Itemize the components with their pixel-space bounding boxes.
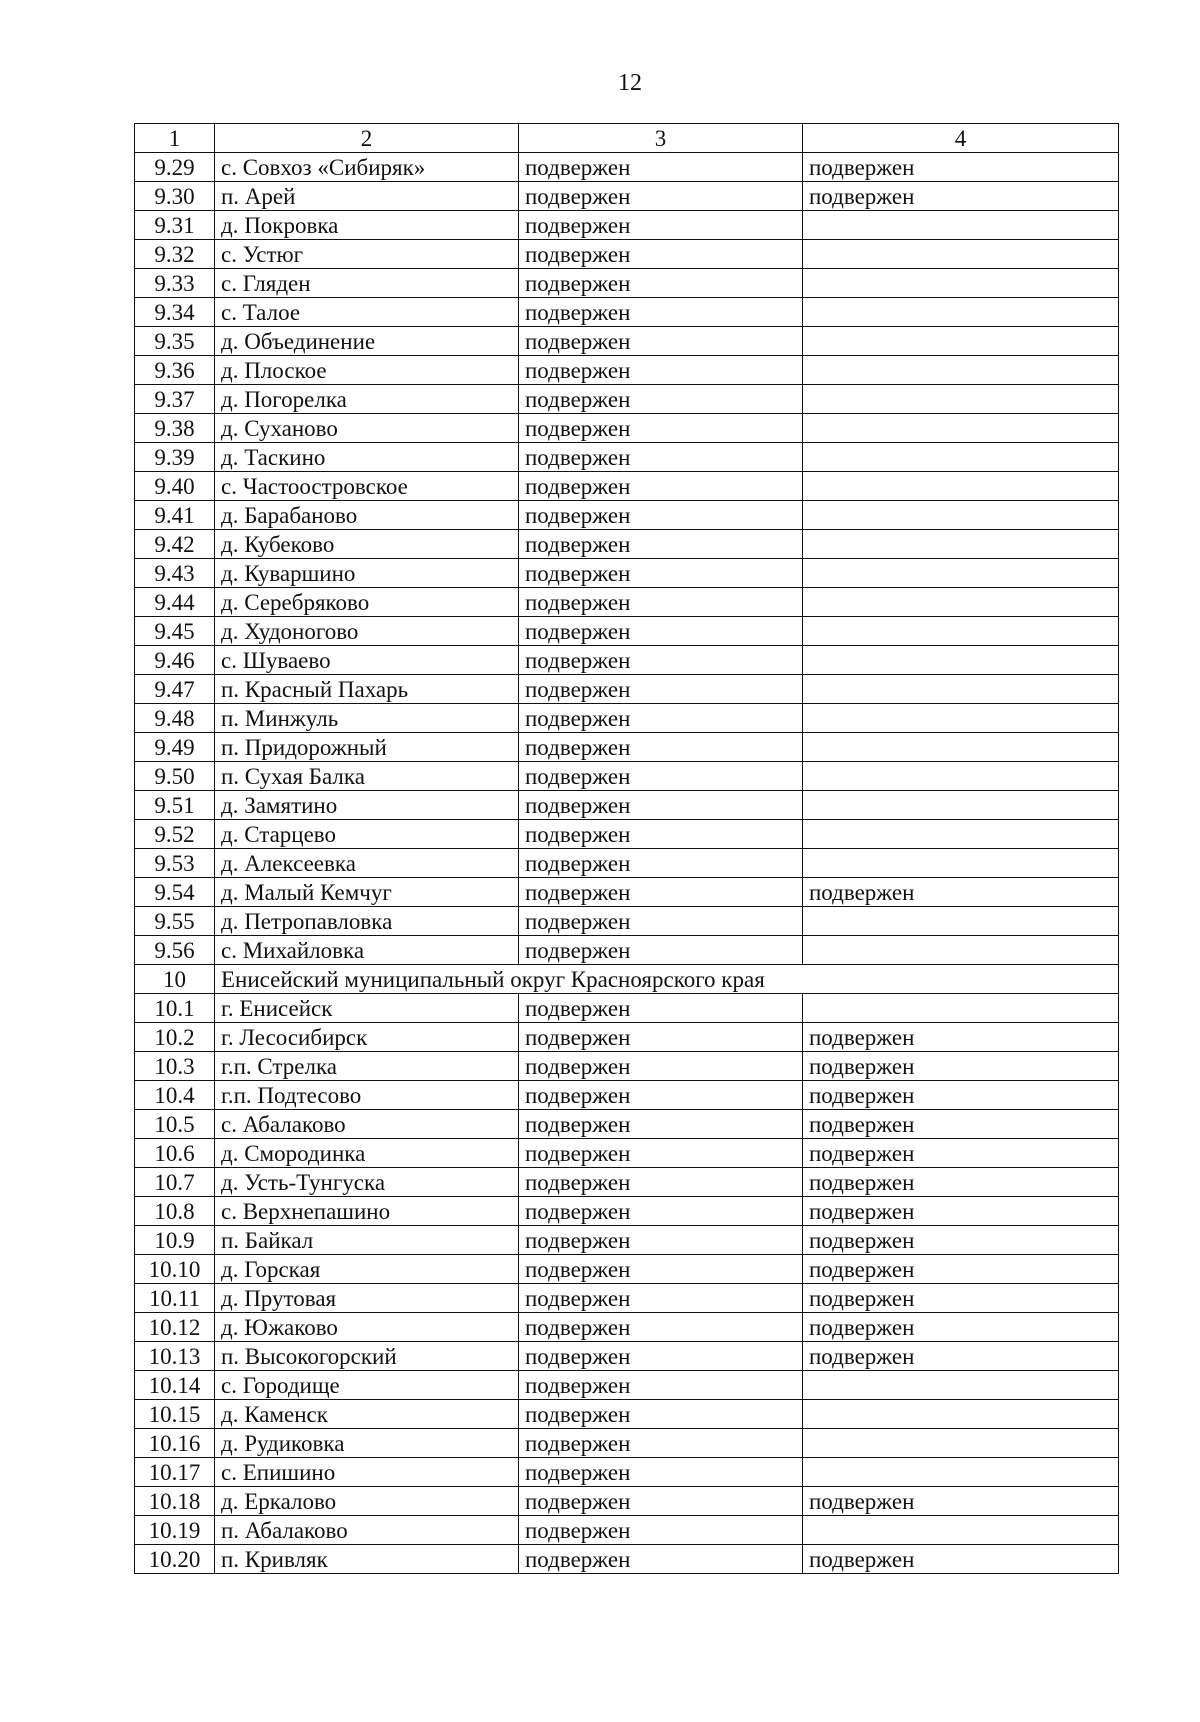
column-3-cell: подвержен: [519, 1081, 803, 1110]
settlement-name-cell: с. Гляден: [215, 269, 519, 298]
settlement-name-cell: с. Частоостровское: [215, 472, 519, 501]
settlement-name-cell: д. Погорелка: [215, 385, 519, 414]
column-4-cell: [803, 385, 1119, 414]
table-row: [135, 1342, 1119, 1371]
column-4-cell: подвержен: [803, 1255, 1119, 1284]
settlement-name-cell: д. Старцево: [215, 820, 519, 849]
column-3-cell: подвержен: [519, 1284, 803, 1313]
table-row: [135, 443, 1119, 472]
row-number-cell: 9.46: [135, 646, 215, 675]
settlement-name-cell: д. Петропавловка: [215, 907, 519, 936]
column-3-cell: подвержен: [519, 878, 803, 907]
column-4-cell: [803, 298, 1119, 327]
column-4-cell: [803, 356, 1119, 385]
row-number-cell: 9.35: [135, 327, 215, 356]
row-number-cell: 9.44: [135, 588, 215, 617]
column-3-cell: подвержен: [519, 1487, 803, 1516]
column-4-cell: подвержен: [803, 182, 1119, 211]
table-row: [135, 1255, 1119, 1284]
column-3-cell: подвержен: [519, 1429, 803, 1458]
table-row: [135, 530, 1119, 559]
table-body: [135, 124, 1119, 1574]
column-4-cell: подвержен: [803, 1545, 1119, 1574]
table-row: [135, 298, 1119, 327]
column-4-cell: [803, 240, 1119, 269]
settlement-name-cell: с. Талое: [215, 298, 519, 327]
row-number-cell: 9.43: [135, 559, 215, 588]
header-cell-3: 3: [519, 124, 803, 153]
column-3-cell: подвержен: [519, 530, 803, 559]
table-row: [135, 1429, 1119, 1458]
row-number-cell: 9.37: [135, 385, 215, 414]
column-4-cell: [803, 646, 1119, 675]
column-4-cell: подвержен: [803, 1313, 1119, 1342]
settlement-name-cell: с. Абалаково: [215, 1110, 519, 1139]
row-number-cell: 9.30: [135, 182, 215, 211]
column-3-cell: подвержен: [519, 1226, 803, 1255]
row-number-cell: 10.12: [135, 1313, 215, 1342]
column-3-cell: подвержен: [519, 472, 803, 501]
column-4-cell: [803, 443, 1119, 472]
table-row: [135, 1110, 1119, 1139]
row-number-cell: 10.11: [135, 1284, 215, 1313]
column-3-cell: подвержен: [519, 269, 803, 298]
row-number-cell: 10: [135, 965, 215, 994]
row-number-cell: 9.34: [135, 298, 215, 327]
column-3-cell: подвержен: [519, 762, 803, 791]
column-4-cell: [803, 211, 1119, 240]
column-4-cell: подвержен: [803, 1487, 1119, 1516]
column-4-cell: подвержен: [803, 1110, 1119, 1139]
settlement-name-cell: д. Алексеевка: [215, 849, 519, 878]
column-4-cell: [803, 1429, 1119, 1458]
column-3-cell: подвержен: [519, 733, 803, 762]
column-3-cell: подвержен: [519, 1342, 803, 1371]
settlement-name-cell: д. Объединение: [215, 327, 519, 356]
column-4-cell: подвержен: [803, 1284, 1119, 1313]
table-row: [135, 617, 1119, 646]
column-3-cell: подвержен: [519, 1371, 803, 1400]
settlement-name-cell: п. Красный Пахарь: [215, 675, 519, 704]
table-row: [135, 1371, 1119, 1400]
settlements-table: [134, 123, 1119, 1574]
column-3-cell: подвержен: [519, 559, 803, 588]
row-number-cell: 9.41: [135, 501, 215, 530]
column-3-cell: подвержен: [519, 1139, 803, 1168]
table-row: [135, 1197, 1119, 1226]
settlement-name-cell: п. Абалаково: [215, 1516, 519, 1545]
row-number-cell: 9.49: [135, 733, 215, 762]
column-3-cell: подвержен: [519, 298, 803, 327]
header-cell-4: 4: [803, 124, 1119, 153]
settlement-name-cell: с. Шуваево: [215, 646, 519, 675]
column-3-cell: подвержен: [519, 414, 803, 443]
settlement-name-cell: п. Высокогорский: [215, 1342, 519, 1371]
table-row: [135, 907, 1119, 936]
row-number-cell: 10.9: [135, 1226, 215, 1255]
row-number-cell: 10.19: [135, 1516, 215, 1545]
settlement-name-cell: с. Совхоз «Сибиряк»: [215, 153, 519, 182]
row-number-cell: 10.4: [135, 1081, 215, 1110]
row-number-cell: 10.14: [135, 1371, 215, 1400]
row-number-cell: 9.45: [135, 617, 215, 646]
column-4-cell: подвержен: [803, 1342, 1119, 1371]
column-3-cell: подвержен: [519, 646, 803, 675]
row-number-cell: 10.8: [135, 1197, 215, 1226]
table-row: [135, 501, 1119, 530]
row-number-cell: 10.1: [135, 994, 215, 1023]
table-row: [135, 878, 1119, 907]
settlement-name-cell: д. Прутовая: [215, 1284, 519, 1313]
column-4-cell: [803, 559, 1119, 588]
settlement-name-cell: д. Усть-Тунгуска: [215, 1168, 519, 1197]
table-row: [135, 1313, 1119, 1342]
table-row: [135, 1023, 1119, 1052]
row-number-cell: 9.31: [135, 211, 215, 240]
settlement-name-cell: д. Покровка: [215, 211, 519, 240]
column-4-cell: подвержен: [803, 1168, 1119, 1197]
header-cell-1: 1: [135, 124, 215, 153]
table-row: [135, 791, 1119, 820]
row-number-cell: 9.32: [135, 240, 215, 269]
column-4-cell: подвержен: [803, 1197, 1119, 1226]
table-row: [135, 1458, 1119, 1487]
column-4-cell: [803, 269, 1119, 298]
column-3-cell: подвержен: [519, 443, 803, 472]
row-number-cell: 9.42: [135, 530, 215, 559]
row-number-cell: 9.52: [135, 820, 215, 849]
page-number: 12: [618, 70, 642, 96]
column-4-cell: [803, 1516, 1119, 1545]
column-4-cell: [803, 617, 1119, 646]
settlement-name-cell: г.п. Стрелка: [215, 1052, 519, 1081]
row-number-cell: 9.40: [135, 472, 215, 501]
column-3-cell: подвержен: [519, 501, 803, 530]
column-3-cell: подвержен: [519, 1110, 803, 1139]
settlement-name-cell: д. Таскино: [215, 443, 519, 472]
column-4-cell: подвержен: [803, 1052, 1119, 1081]
row-number-cell: 9.38: [135, 414, 215, 443]
column-3-cell: подвержен: [519, 617, 803, 646]
settlement-name-cell: д. Куваршино: [215, 559, 519, 588]
settlement-name-cell: д. Худоногово: [215, 617, 519, 646]
table-row: [135, 704, 1119, 733]
row-number-cell: 10.6: [135, 1139, 215, 1168]
column-4-cell: [803, 414, 1119, 443]
column-4-cell: [803, 530, 1119, 559]
row-number-cell: 10.13: [135, 1342, 215, 1371]
table-row: [135, 936, 1119, 965]
table-row: [135, 240, 1119, 269]
table-row: [135, 559, 1119, 588]
row-number-cell: 10.16: [135, 1429, 215, 1458]
settlement-name-cell: с. Городище: [215, 1371, 519, 1400]
settlement-name-cell: с. Верхнепашино: [215, 1197, 519, 1226]
row-number-cell: 10.3: [135, 1052, 215, 1081]
settlement-name-cell: д. Кубеково: [215, 530, 519, 559]
settlement-name-cell: г. Лесосибирск: [215, 1023, 519, 1052]
row-number-cell: 9.54: [135, 878, 215, 907]
settlement-name-cell: д. Барабаново: [215, 501, 519, 530]
column-3-cell: подвержен: [519, 1400, 803, 1429]
column-3-cell: подвержен: [519, 1516, 803, 1545]
column-4-cell: подвержен: [803, 1081, 1119, 1110]
settlement-name-cell: д. Малый Кемчуг: [215, 878, 519, 907]
column-3-cell: подвержен: [519, 240, 803, 269]
column-4-cell: [803, 820, 1119, 849]
table-row: [135, 1139, 1119, 1168]
column-3-cell: подвержен: [519, 791, 803, 820]
column-4-cell: [803, 849, 1119, 878]
table-row: [135, 762, 1119, 791]
table-row: [135, 153, 1119, 182]
table-row: [135, 733, 1119, 762]
settlement-name-cell: г. Енисейск: [215, 994, 519, 1023]
column-4-cell: [803, 907, 1119, 936]
settlement-name-cell: с. Михайловка: [215, 936, 519, 965]
row-number-cell: 9.53: [135, 849, 215, 878]
settlement-name-cell: с. Епишино: [215, 1458, 519, 1487]
column-4-cell: подвержен: [803, 1226, 1119, 1255]
section-title-cell: Енисейский муниципальный округ Красноярского края: [215, 965, 1119, 994]
row-number-cell: 10.15: [135, 1400, 215, 1429]
table-row: [135, 472, 1119, 501]
row-number-cell: 9.36: [135, 356, 215, 385]
column-3-cell: подвержен: [519, 675, 803, 704]
table-row: [135, 849, 1119, 878]
table-row: [135, 675, 1119, 704]
column-4-cell: [803, 588, 1119, 617]
settlement-name-cell: г.п. Подтесово: [215, 1081, 519, 1110]
column-4-cell: [803, 791, 1119, 820]
table-row: [135, 356, 1119, 385]
column-4-cell: подвержен: [803, 153, 1119, 182]
column-3-cell: подвержен: [519, 907, 803, 936]
column-3-cell: подвержен: [519, 1168, 803, 1197]
table-row: [135, 269, 1119, 298]
table-row: [135, 182, 1119, 211]
row-number-cell: 10.7: [135, 1168, 215, 1197]
table-row: [135, 1516, 1119, 1545]
row-number-cell: 9.47: [135, 675, 215, 704]
settlement-name-cell: д. Еркалово: [215, 1487, 519, 1516]
settlement-name-cell: п. Арей: [215, 182, 519, 211]
column-4-cell: [803, 704, 1119, 733]
row-number-cell: 9.55: [135, 907, 215, 936]
column-4-cell: [803, 733, 1119, 762]
column-3-cell: подвержен: [519, 1197, 803, 1226]
table-row: [135, 1168, 1119, 1197]
table-row: [135, 1081, 1119, 1110]
row-number-cell: 10.5: [135, 1110, 215, 1139]
settlement-name-cell: д. Серебряково: [215, 588, 519, 617]
column-3-cell: подвержен: [519, 1458, 803, 1487]
column-4-cell: [803, 1371, 1119, 1400]
section-row: [135, 965, 1119, 994]
table-row: [135, 646, 1119, 675]
table-row: [135, 1226, 1119, 1255]
row-number-cell: 10.20: [135, 1545, 215, 1574]
column-3-cell: подвержен: [519, 211, 803, 240]
table-row: [135, 211, 1119, 240]
settlement-name-cell: д. Плоское: [215, 356, 519, 385]
settlement-name-cell: д. Каменск: [215, 1400, 519, 1429]
table-header-row: [135, 124, 1119, 153]
row-number-cell: 10.17: [135, 1458, 215, 1487]
column-3-cell: подвержен: [519, 1255, 803, 1284]
row-number-cell: 9.48: [135, 704, 215, 733]
column-4-cell: [803, 675, 1119, 704]
row-number-cell: 9.33: [135, 269, 215, 298]
column-4-cell: подвержен: [803, 1023, 1119, 1052]
header-cell-2: 2: [215, 124, 519, 153]
table-row: [135, 994, 1119, 1023]
column-4-cell: [803, 472, 1119, 501]
column-3-cell: подвержен: [519, 327, 803, 356]
settlement-name-cell: д. Горская: [215, 1255, 519, 1284]
column-4-cell: [803, 1458, 1119, 1487]
table-row: [135, 1487, 1119, 1516]
column-3-cell: подвержен: [519, 1545, 803, 1574]
column-3-cell: подвержен: [519, 588, 803, 617]
row-number-cell: 9.29: [135, 153, 215, 182]
row-number-cell: 10.10: [135, 1255, 215, 1284]
column-3-cell: подвержен: [519, 994, 803, 1023]
table-row: [135, 1545, 1119, 1574]
column-3-cell: подвержен: [519, 182, 803, 211]
column-3-cell: подвержен: [519, 820, 803, 849]
settlement-name-cell: п. Сухая Балка: [215, 762, 519, 791]
settlement-name-cell: с. Устюг: [215, 240, 519, 269]
table-row: [135, 1284, 1119, 1313]
row-number-cell: 9.39: [135, 443, 215, 472]
column-3-cell: подвержен: [519, 936, 803, 965]
settlement-name-cell: п. Придорожный: [215, 733, 519, 762]
settlement-name-cell: п. Минжуль: [215, 704, 519, 733]
settlement-name-cell: д. Рудиковка: [215, 1429, 519, 1458]
table-row: [135, 1052, 1119, 1081]
row-number-cell: 10.18: [135, 1487, 215, 1516]
settlement-name-cell: д. Суханово: [215, 414, 519, 443]
table-row: [135, 820, 1119, 849]
row-number-cell: 9.50: [135, 762, 215, 791]
settlement-name-cell: д. Замятино: [215, 791, 519, 820]
column-4-cell: [803, 994, 1119, 1023]
column-3-cell: подвержен: [519, 849, 803, 878]
settlement-name-cell: п. Байкал: [215, 1226, 519, 1255]
settlement-name-cell: д. Южаково: [215, 1313, 519, 1342]
column-3-cell: подвержен: [519, 356, 803, 385]
column-4-cell: [803, 501, 1119, 530]
column-3-cell: подвержен: [519, 385, 803, 414]
column-4-cell: [803, 936, 1119, 965]
column-4-cell: [803, 1400, 1119, 1429]
column-3-cell: подвержен: [519, 1313, 803, 1342]
column-4-cell: подвержен: [803, 1139, 1119, 1168]
table-row: [135, 385, 1119, 414]
column-3-cell: подвержен: [519, 1052, 803, 1081]
table-row: [135, 588, 1119, 617]
column-4-cell: [803, 762, 1119, 791]
column-3-cell: подвержен: [519, 153, 803, 182]
settlement-name-cell: п. Кривляк: [215, 1545, 519, 1574]
row-number-cell: 10.2: [135, 1023, 215, 1052]
row-number-cell: 9.51: [135, 791, 215, 820]
settlement-name-cell: д. Смородинка: [215, 1139, 519, 1168]
column-3-cell: подвержен: [519, 704, 803, 733]
table-row: [135, 1400, 1119, 1429]
column-4-cell: [803, 327, 1119, 356]
table-row: [135, 414, 1119, 443]
row-number-cell: 9.56: [135, 936, 215, 965]
column-4-cell: подвержен: [803, 878, 1119, 907]
column-3-cell: подвержен: [519, 1023, 803, 1052]
table-row: [135, 327, 1119, 356]
